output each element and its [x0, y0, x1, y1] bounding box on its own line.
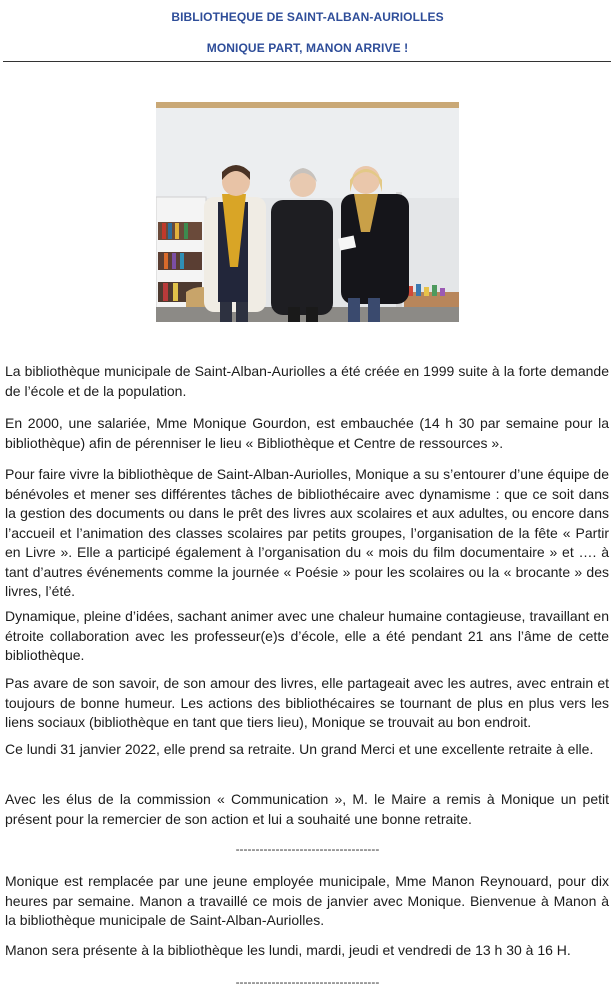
library-photo	[156, 102, 459, 322]
header-divider	[3, 61, 611, 62]
page-title: MONIQUE PART, MANON ARRIVE !	[206, 41, 409, 55]
paragraph-5: Pas avare de son savoir, de son amour des livres, elle partageait avec les autres, avec entrain et toujours de bonne humeur. Les actions des bibliothécaires se tournant de plus en plus vers les liens sociaux (bibliothèque en tant que tiers lieu), Monique se trouvait au bon endroit.	[5, 675, 609, 730]
paragraph-1: La bibliothèque municipale de Saint-Alban-Auriolles a été créée en 1999 suite à la forte demande de l’école et de la population.	[5, 363, 609, 399]
paragraph-8: Monique est remplacée par une jeune employée municipale, Mme Manon Reynouard, pour dix heures par semaine. Manon a travaillé ce mois de janvier avec Monique. Bienvenue à Manon à la bibliothèque municipale de Saint-Alban-Auriolles.	[5, 873, 609, 928]
paragraph-4: Dynamique, pleine d’idées, sachant animer avec une chaleur humaine contagieuse, travaillant en étroite collaboration avec les professeur(e)s d’école, elle a été pendant 21 ans l’âme de cette bibliothèque.	[5, 608, 609, 663]
separator-1: ------------------------------------	[235, 842, 380, 856]
paragraph-3: Pour faire vivre la bibliothèque de Saint-Alban-Auriolles, Monique a su s’entourer d’une équipe de bénévoles et mener ses différentes tâches de bibliothécaire avec dynamisme : que ce soit dans la gestion des documents ou dans le prêt des livres aux scolaires et aux adultes, ou encore dans l’accueil et l’animation des classes scolaires par petits groupes, l’organisation de la fête « Partir en Livre ». Elle a participé également à l’organisation du « mois du film documentaire » et …. à tant d’autres événements comme la journée « Poésie » pour les scolaires ou la « brocante » des livres, l’été.	[5, 466, 609, 599]
library-name: BIBLIOTHEQUE DE SAINT-ALBAN-AURIOLLES	[171, 10, 444, 24]
paragraph-6: Ce lundi 31 janvier 2022, elle prend sa retraite. Un grand Merci et une excellente retraite à elle.	[5, 741, 594, 757]
paragraph-2: En 2000, une salariée, Mme Monique Gourdon, est embauchée (14 h 30 par semaine pour la bibliothèque) afin de pérenniser le lieu « Bibliothèque et Centre de ressources ».	[5, 415, 609, 451]
paragraph-9: Manon sera présente à la bibliothèque les lundi, mardi, jeudi et vendredi de 13 h 30 à 16 H.	[5, 942, 571, 958]
paragraph-7: Avec les élus de la commission « Communication », M. le Maire a remis à Monique un petit présent pour la remercier de son action et lui a souhaité une bonne retraite.	[5, 791, 609, 827]
separator-2: ------------------------------------	[235, 975, 380, 989]
